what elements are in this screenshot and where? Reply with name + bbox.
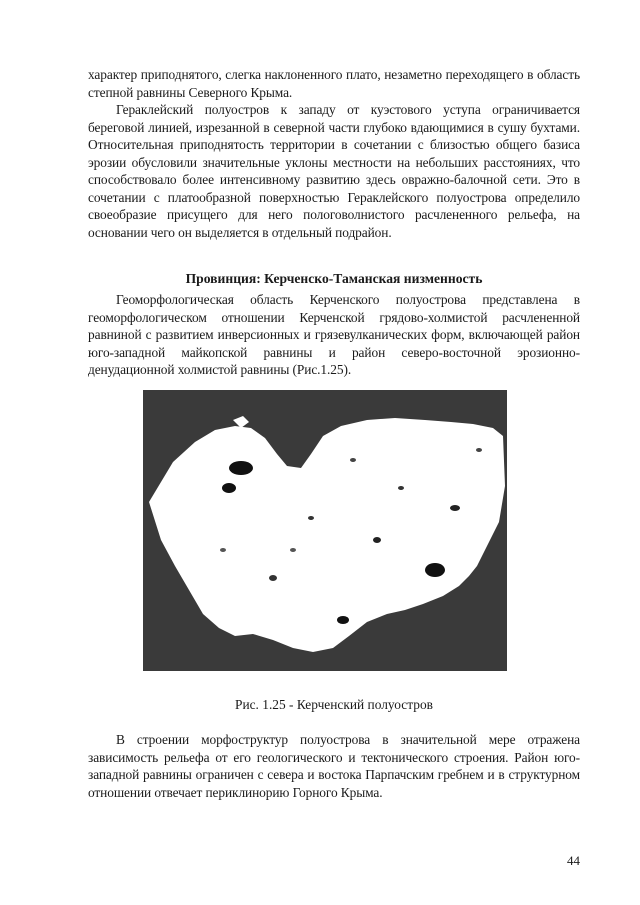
paragraph-2: Гераклейский полуостров к западу от куэстового уступа ограничивается береговой линией, изрезанной в северной части глубоко вдающимися в сушу бухтами. Относительная приподнятость территории в сочетании с близостью общего базиса эрозии обусловили значительные уклоны местности на небольших расстояниях, что способствовало более интенсивному развитию здесь овражно-балочной сети. Это в сочетании с платообразной поверхностью Гераклейского полуострова определило своеобразие присущего для него пологоволнистого расчлененного рельефа, на основании чего он выделяется в отдельный подрайон. bbox=[88, 102, 580, 240]
lake-2 bbox=[222, 483, 236, 493]
section-heading: Провинция: Керченско-Таманская низменность bbox=[185, 271, 483, 286]
paragraph-3: Геоморфологическая область Керченского полуострова представлена в геоморфологическом отношении Керченской грядово-холмистой расчлененной равниной с развитием инверсионных и грязевулканических форм, включающей район юго-западной майкопской равнины и район северо-восточной эрозионно-денудационной холмистой равнины (Рис.1.25). bbox=[88, 292, 580, 377]
lake-8 bbox=[269, 575, 277, 581]
paragraph-4: В строении морфоструктур полуострова в значительной мере отражена зависимость рельефа от его геологического и тектонического строения. Район юго-западной равнины ограничен с севера и востока Парпачским гребнем и в структурном отношении отвечает периклинорию Горного Крыма. bbox=[88, 732, 580, 800]
lake-4 bbox=[337, 616, 349, 624]
lake-3 bbox=[425, 563, 445, 577]
lake-10 bbox=[350, 458, 356, 462]
kerch-peninsula-figure bbox=[143, 390, 507, 671]
figure-caption: Рис. 1.25 - Керченский полуостров bbox=[235, 697, 433, 712]
lake-5 bbox=[450, 505, 460, 511]
lake-1 bbox=[229, 461, 253, 475]
lake-13 bbox=[476, 448, 482, 452]
lake-6 bbox=[373, 537, 381, 543]
lake-11 bbox=[290, 548, 296, 552]
kerch-peninsula-map-image bbox=[143, 390, 507, 671]
lake-7 bbox=[308, 516, 314, 520]
lake-12 bbox=[220, 548, 226, 552]
paragraph-1: характер приподнятого, слегка наклоненного плато, незаметно переходящего в область степной равнины Северного Крыма. bbox=[88, 67, 580, 100]
lake-9 bbox=[398, 486, 404, 490]
page-number: 44 bbox=[567, 853, 580, 868]
